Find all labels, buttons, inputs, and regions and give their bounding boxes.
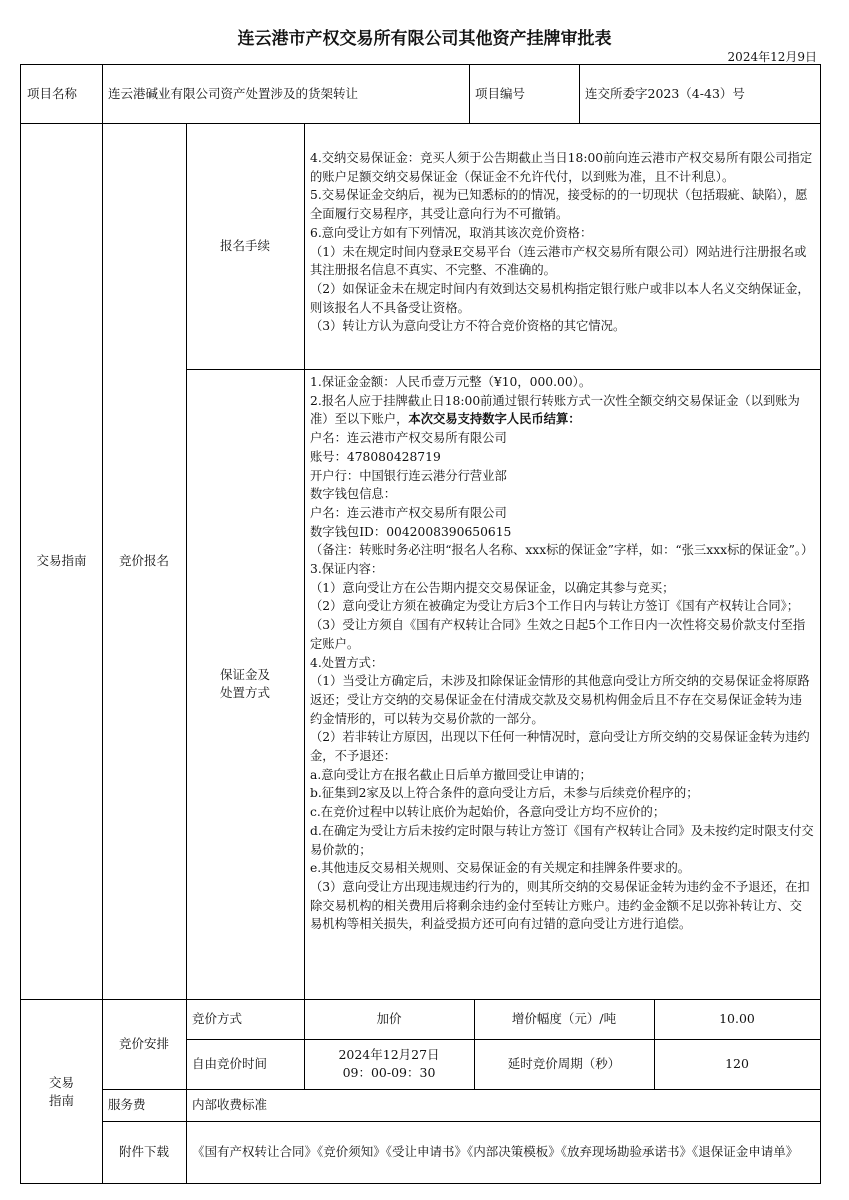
- bid-method-value: 加价: [376, 1011, 402, 1026]
- divider: [579, 65, 580, 123]
- divider: [186, 1039, 820, 1040]
- deposit-label: [186, 369, 304, 999]
- account-line: 数字钱包信息：: [310, 487, 397, 502]
- deposit-label-line1: 保证金及: [219, 667, 270, 682]
- account-line: 户名：连云港市产权交易所有限公司: [310, 505, 507, 520]
- deposit-payment-text: 2.报名人应于挂牌截止日18:00前通过银行转账方式一次性全额交纳交易保证金（以到账为准）至以下账户，: [310, 393, 800, 427]
- divider: [654, 999, 655, 1089]
- service-fee-value: 内部收费标准: [192, 1097, 268, 1112]
- attachments-links[interactable]: 《国有产权转让合同》《竞价须知》《受让申请书》《内部决策模板》《放弃现场勘验承诺书》《退保证金申请单》: [192, 1144, 799, 1159]
- trade-guide-label: [21, 999, 102, 1185]
- deposit-line: （2）意向受让方须在被确定为受让方后3个工作日内与转让方签订《国有产权转让合同》；: [310, 599, 800, 614]
- deposit-line: 4.处置方式：: [310, 655, 384, 670]
- project-no-label: 项目编号: [475, 86, 526, 101]
- page-title: 连云港市产权交易所有限公司其他资产挂牌审批表: [237, 29, 612, 49]
- registration-line: （2）如保证金未在规定时间内有效到达交易机构指定银行账户或非以本人名义交纳保证金，则该报名人不具备受让资格。: [310, 281, 810, 315]
- delay-period-label: 延时竞价周期（秒）: [507, 1056, 621, 1071]
- account-line: 账号：478080428719: [310, 449, 441, 464]
- free-bid-date: 2024年12月27日: [338, 1047, 440, 1062]
- deposit-payment-line: [310, 392, 814, 429]
- registration-procedure-text: [304, 145, 820, 373]
- trade-guide-label-line2: 指南: [48, 1093, 74, 1108]
- deposit-line: （1）当受让方确定后，未涉及扣除保证金情形的其他意向受让方所交纳的交易保证金将原路返还；受让方交纳的交易保证金在付清成交款及交易机构佣金后且不存在交易保证金转为违约金情形的，可以转为交易价款的一部分。: [310, 674, 810, 726]
- deposit-line: （3）受让方须自《国有产权转让合同》生效之日起5个工作日内一次性将交易价款支付至指定账户。: [310, 618, 806, 651]
- divider: [102, 1121, 820, 1122]
- divider: [186, 369, 820, 370]
- free-bid-time-value: [304, 1039, 474, 1089]
- attachments-label: 附件下载: [118, 1144, 169, 1159]
- account-line: （备注：转账时务必注明“报名人名称、xxx标的保证金”字样，如：“张三xxx标的保证金”。）: [310, 543, 814, 558]
- divider: [21, 999, 820, 1000]
- divider: [474, 999, 475, 1089]
- deposit-line: a.意向受让方在报名截止日后单方撤回受让申请的；: [310, 767, 592, 782]
- price-increment-value: 10.00: [719, 1011, 755, 1026]
- deposit-line: （2）若非转让方原因，出现以下任何一种情况时，意向受让方所交纳的交易保证金转为违约金，不予退还：: [310, 730, 810, 764]
- price-increment-label: 增价幅度（元）/吨: [511, 1011, 617, 1026]
- registration-line: 4.交纳交易保证金：竞买人须于公告期截止当日18:00前向连云港市产权交易所有限公司指定的账户足额交纳交易保证金（保证金不允许代付，以到账为准，且不计利息）。: [310, 151, 813, 184]
- bid-registration-label: 竞价报名: [118, 553, 169, 568]
- trade-guide-label-line1: 交易: [48, 1075, 74, 1090]
- deposit-line: c.在竞价过程中以转让底价为起始价，各意向受让方均不应价的；: [310, 805, 666, 820]
- divider: [304, 123, 305, 1089]
- free-bid-time: 09：00-09：30: [342, 1065, 436, 1080]
- free-bid-time-label: 自由竞价时间: [192, 1056, 268, 1071]
- bidding-arrangement-label: 竞价安排: [118, 1036, 169, 1051]
- divider: [21, 123, 820, 124]
- registration-line: （3）转让方认为意向受让方不符合竞价资格的其它情况。: [310, 319, 626, 334]
- trading-guide-label: 交易指南: [36, 553, 87, 568]
- registration-line: 5.交易保证金交纳后，视为已知悉标的的情况，接受标的的一切现状（包括瑕疵、缺陷），愿全面履行交易程序，其受让意向行为不可撤销。: [310, 188, 808, 222]
- delay-period-value: 120: [725, 1056, 749, 1071]
- deposit-line: e.其他违反交易相关规则、交易保证金的有关规定和挂牌条件要求的。: [310, 861, 691, 876]
- deposit-line: （3）意向受让方出现违规违约行为的，则其所交纳的交易保证金转为违约金不予退还，在扣除交易机构的相关费用后将剩余违约金付至转让方账户。违约金金额不足以弥补转让方、交易机构等相关损失，利益受损方还可向有过错的意向受让方进行追偿。: [310, 879, 810, 932]
- registration-line: （1）未在规定时间内登录E交易平台（连云港市产权交易所有限公司）网站进行注册报名或其注册报名信息不真实、不完整、不准确的。: [310, 244, 807, 278]
- deposit-line: b.征集到2家及以上符合条件的意向受让方后，未参与后续竞价程序的；: [310, 786, 699, 801]
- service-fee-label: 服务费: [108, 1097, 146, 1112]
- divider: [186, 123, 187, 1183]
- deposit-label-line2: 处置方式: [219, 685, 270, 700]
- deposit-line: 3.保证内容：: [310, 562, 384, 577]
- divider: [102, 65, 103, 1183]
- project-name-label: 项目名称: [27, 86, 78, 101]
- deposit-amount-line: 1.保证金金额：人民币壹万元整（¥10，000.00）。: [310, 375, 592, 389]
- deposit-line: d.在确定为受让方后未按约定时限与转让方签订《国有产权转让合同》及未按约定时限支付交易价款的；: [310, 823, 814, 857]
- deposit-line: （1）意向受让方在公告期内提交交易保证金，以确定其参与竞买；: [310, 580, 675, 595]
- divider: [469, 65, 470, 123]
- digital-rmb-note: 本次交易支持数字人民币结算：: [408, 411, 581, 427]
- registration-line: 6.意向受让方如有下列情况，取消其该次竞价资格：: [310, 225, 593, 240]
- project-no-value: 连交所委字2023（4-43）号: [585, 86, 745, 101]
- approval-form-table: [20, 64, 821, 1184]
- bid-method-label: 竞价方式: [192, 1011, 243, 1026]
- account-line: 开户行：中国银行连云港分行营业部: [310, 468, 507, 483]
- form-date: 2024年12月9日: [727, 50, 817, 64]
- divider: [102, 1089, 820, 1090]
- account-line: 数字钱包ID：0042008390650615: [310, 524, 512, 539]
- deposit-text: [304, 369, 820, 999]
- account-line: 户名：连云港市产权交易所有限公司: [310, 431, 507, 446]
- project-name-value: 连云港碱业有限公司资产处置涉及的货架转让: [108, 86, 359, 101]
- registration-procedure-label: 报名手续: [219, 238, 270, 253]
